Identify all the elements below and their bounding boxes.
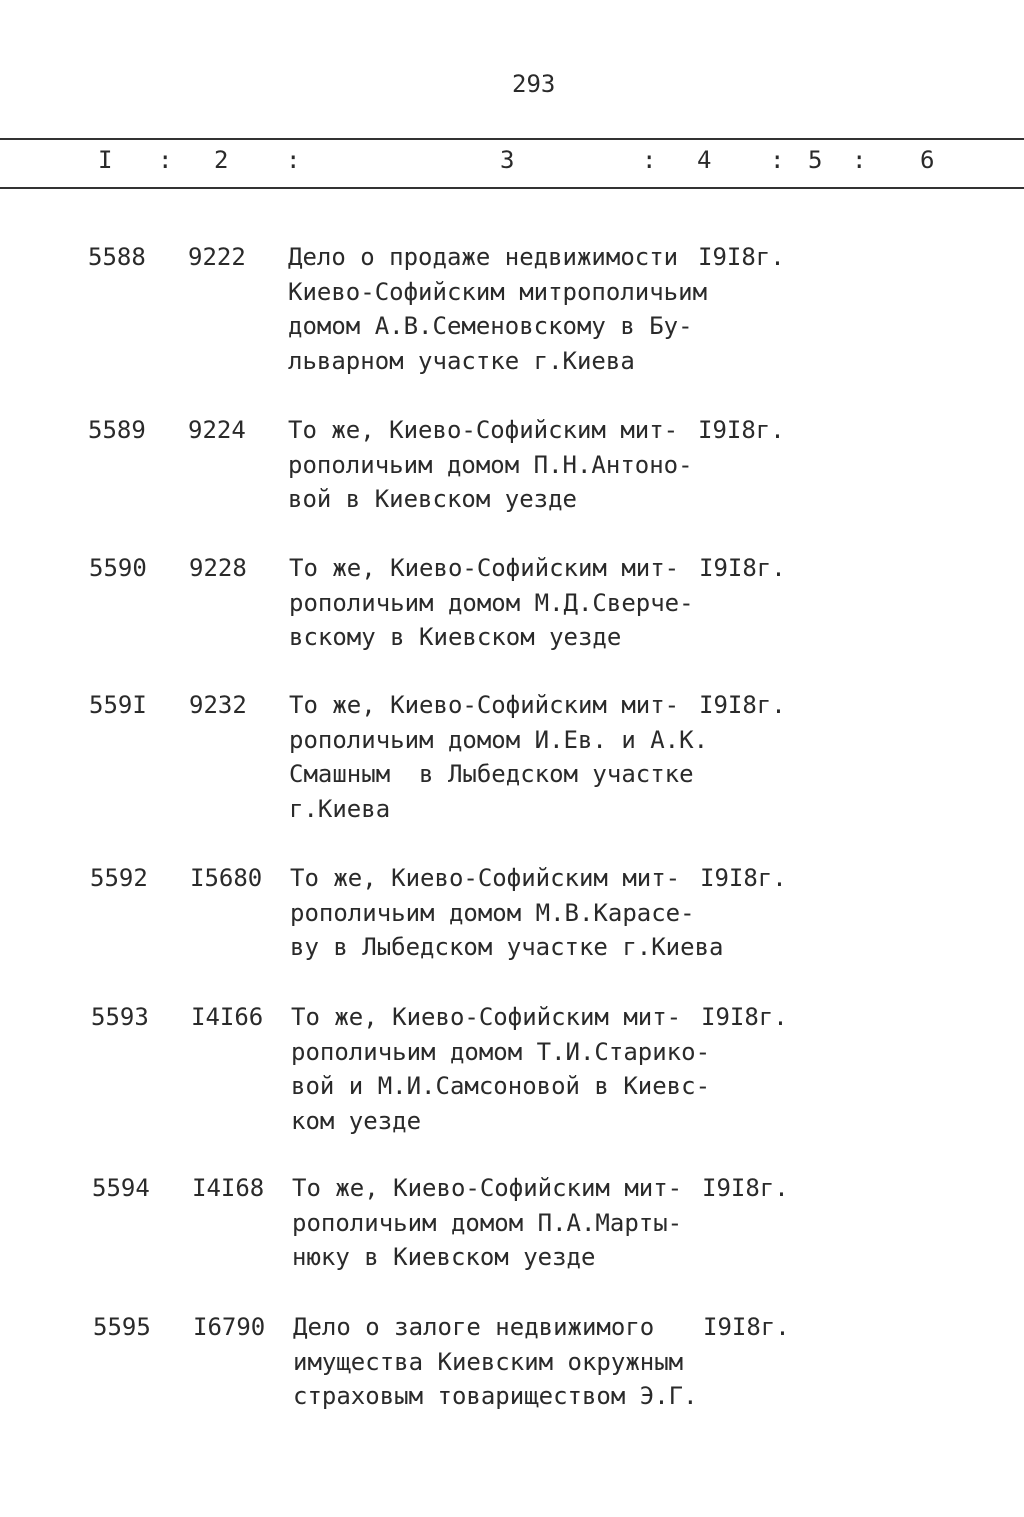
column-header-1: I: [98, 146, 113, 174]
entry-description: [289, 688, 709, 826]
entry-number: 5590: [89, 554, 147, 582]
column-separator: :: [770, 146, 785, 174]
description-line: То же, Киево-Софийским мит-: [290, 864, 681, 892]
entry-year: I9I8г.: [698, 416, 785, 444]
column-separator: :: [286, 146, 301, 174]
entry-year: I9I8г.: [701, 1003, 788, 1031]
description-line: домом А.В.Семеновскому в Бу-: [288, 312, 693, 340]
description-line: Смашным в Лыбедском участке: [289, 760, 694, 788]
column-separator: :: [158, 146, 173, 174]
entry-description: [291, 1000, 711, 1138]
entry-code: 9222: [188, 243, 246, 271]
entry-number: 559I: [89, 691, 147, 719]
description-line: нюку в Киевском уезде: [292, 1243, 596, 1271]
description-line: То же, Киево-Софийским мит-: [289, 554, 680, 582]
entry-year: I9I8г.: [699, 691, 786, 719]
description-line: ком уезде: [291, 1106, 422, 1135]
entry-description: [288, 413, 708, 517]
description-line: льварном участке г.Киева: [288, 346, 635, 375]
description-line: вскому в Киевском уезде: [289, 623, 622, 651]
entry-number: 5595: [93, 1313, 151, 1341]
entry-code: 9232: [189, 691, 247, 719]
description-line: вой в Киевском уезде: [288, 485, 577, 513]
header-top-rule: [0, 138, 1024, 140]
description-line: То же, Киево-Софийским мит-: [288, 416, 679, 444]
column-header-2: 2: [214, 146, 229, 174]
column-header-4: 4: [697, 146, 712, 174]
entry-year: I9I8г.: [702, 1174, 789, 1202]
entry-number: 5589: [88, 416, 146, 444]
entry-year: I9I8г.: [700, 864, 787, 892]
entry-description: [293, 1310, 713, 1414]
entry-description: [288, 240, 708, 378]
entry-code: I4I66: [191, 1003, 264, 1031]
page-number: 293: [512, 70, 556, 98]
entry-code: 9224: [188, 416, 246, 444]
description-line: Киево-Софийским митрополичьим: [288, 277, 708, 306]
description-line: страховым товариществом Э.Г.: [293, 1382, 698, 1410]
entry-description: [290, 861, 724, 965]
description-line: г.Киева: [289, 794, 391, 823]
description-line: рополичьим домом И.Ев. и А.К.: [289, 725, 709, 754]
description-line: рополичьим домом Т.И.Старико-: [291, 1037, 711, 1066]
entry-description: [289, 551, 709, 655]
description-line: Дело о продаже недвижимости: [288, 243, 679, 271]
entry-code: 9228: [189, 554, 247, 582]
entry-code: I4I68: [192, 1174, 265, 1202]
description-line: То же, Киево-Софийским мит-: [289, 691, 680, 719]
entry-number: 5594: [92, 1174, 150, 1202]
entry-year: I9I8г.: [699, 554, 786, 582]
column-separator: :: [852, 146, 867, 174]
column-separator: :: [642, 146, 657, 174]
entry-code: I6790: [193, 1313, 266, 1341]
entry-code: I5680: [190, 864, 263, 892]
description-line: вой и М.И.Самсоновой в Киевс-: [291, 1072, 711, 1100]
description-line: рополичьим домом П.Н.Антоно-: [288, 450, 693, 479]
entry-number: 5593: [91, 1003, 149, 1031]
column-header-5: 5: [808, 146, 823, 174]
entry-number: 5588: [88, 243, 146, 271]
description-line: рополичьим домом П.А.Марты-: [292, 1208, 683, 1237]
description-line: То же, Киево-Софийским мит-: [291, 1003, 682, 1031]
description-line: рополичьим домом М.В.Карасе-: [290, 898, 695, 927]
description-line: То же, Киево-Софийским мит-: [292, 1174, 683, 1202]
entry-year: I9I8г.: [703, 1313, 790, 1341]
column-header-6: 6: [920, 146, 935, 174]
description-line: Дело о залоге недвижимого: [293, 1313, 655, 1341]
description-line: рополичьим домом М.Д.Сверче-: [289, 588, 694, 617]
entry-description: [292, 1171, 712, 1275]
entry-year: I9I8г.: [698, 243, 785, 271]
description-line: ву в Лыбедском участке г.Киева: [290, 933, 724, 961]
header-bottom-rule: [0, 187, 1024, 189]
entry-number: 5592: [90, 864, 148, 892]
description-line: имущества Киевским окружным: [293, 1347, 684, 1376]
column-header-3: 3: [500, 146, 515, 174]
